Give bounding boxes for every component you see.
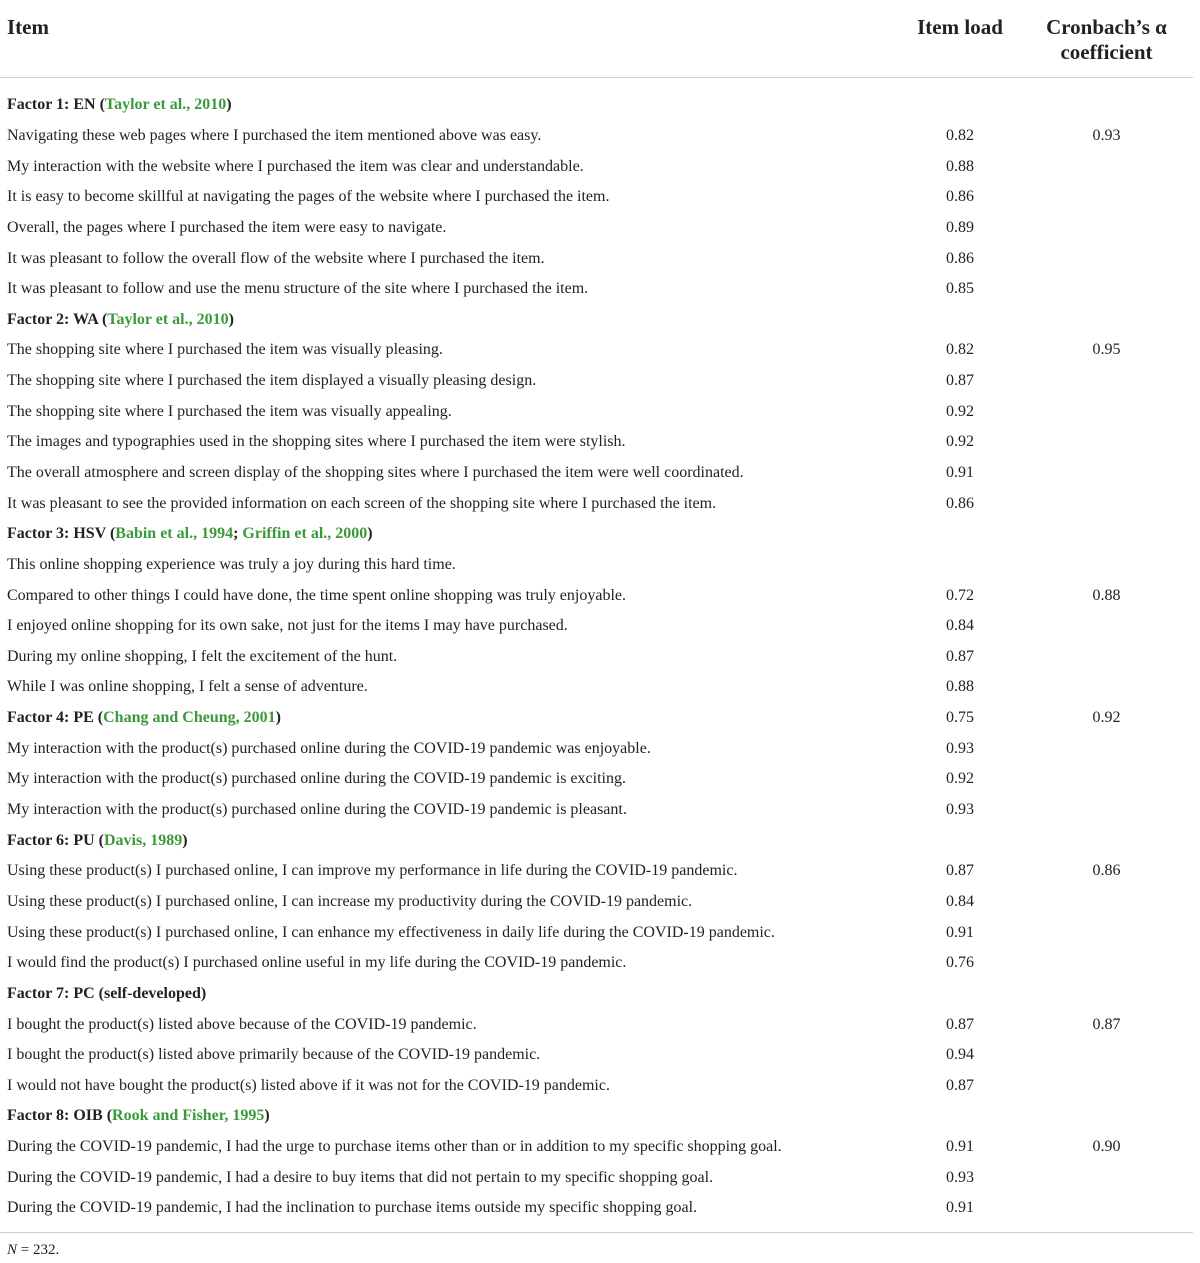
item-text-cell <box>0 182 900 213</box>
cronbach-alpha-cell <box>1020 1040 1193 1071</box>
item-text: It is easy to become skillful at navigating the pages of the website where I purchased the item. <box>7 188 610 206</box>
header-cronbach-alpha <box>1020 0 1193 78</box>
table-row <box>0 1132 1193 1163</box>
factor-label: Factor 2: WA ( <box>7 310 108 328</box>
item-text: While I was online shopping, I felt a sense of adventure. <box>7 678 368 696</box>
item-text: The overall atmosphere and screen display of the shopping sites where I purchased the item were well coordinated. <box>7 464 744 481</box>
item-text: The shopping site where I purchased the item was visually appealing. <box>7 402 452 420</box>
item-load-cell: 0.76 <box>946 954 974 972</box>
factor-label: Factor 1: EN ( <box>7 96 105 114</box>
item-text-cell <box>0 488 900 519</box>
item-load-cell <box>900 979 1020 1010</box>
cronbach-alpha-cell: 0.86 <box>1092 862 1121 880</box>
cronbach-alpha-cell: 0.88 <box>1092 586 1121 604</box>
cronbach-alpha-cell: 0.90 <box>1092 1138 1121 1156</box>
item-load-cell: 0.88 <box>946 678 974 696</box>
table-row <box>0 151 1193 182</box>
factor-row <box>0 703 1193 734</box>
citation-link[interactable]: Taylor et al., 2010 <box>104 96 227 114</box>
factor-label-cell <box>0 304 900 335</box>
factor-label-cell <box>0 979 900 1010</box>
factor-label-tail: ) <box>228 310 234 328</box>
item-text: During my online shopping, I felt the excitement of the hunt. <box>7 647 398 665</box>
factor-label: Factor 8: OIB ( <box>7 1107 113 1125</box>
table-row <box>0 580 1193 611</box>
cronbach-alpha-cell: 0.95 <box>1092 341 1121 359</box>
factor-label-tail: ) <box>367 525 373 543</box>
table-row <box>0 764 1193 795</box>
item-text-cell <box>0 580 900 611</box>
item-load-cell <box>900 550 1020 581</box>
cronbach-alpha-cell <box>1020 887 1193 918</box>
cronbach-alpha-cell <box>1020 550 1193 581</box>
cronbach-alpha-cell <box>1020 825 1193 856</box>
header-cronbach-alpha-text: Cronbach’s α coefficient <box>1046 15 1167 64</box>
item-text-cell <box>0 1162 900 1193</box>
table-row <box>0 642 1193 673</box>
table-row <box>0 427 1193 458</box>
item-text-cell <box>0 213 900 244</box>
table-row <box>0 887 1193 918</box>
item-load-cell: 0.84 <box>946 617 974 635</box>
cronbach-alpha-cell <box>1020 182 1193 213</box>
table-row <box>0 550 1193 581</box>
factor-label: Factor 3: HSV ( <box>7 525 116 543</box>
citation-link[interactable]: Davis, 1989 <box>104 831 183 849</box>
cronbach-alpha-cell <box>1020 78 1193 121</box>
cronbach-alpha-cell <box>1020 1071 1193 1102</box>
item-text: Using these product(s) I purchased online, I can improve my performance in life during the COVID-19 pandemic. <box>7 862 738 880</box>
footnote-symbol: N <box>7 1242 18 1258</box>
citation-link[interactable]: Chang and Cheung, 2001 <box>103 709 276 727</box>
factor-label-tail: ) <box>264 1107 270 1125</box>
item-load-cell <box>900 78 1020 121</box>
item-text-cell <box>0 458 900 489</box>
table-row <box>0 1162 1193 1193</box>
cronbach-alpha-cell <box>1020 304 1193 335</box>
citation-link[interactable]: Griffin et al., 2000 <box>242 525 368 543</box>
item-load-cell: 0.93 <box>946 1168 974 1186</box>
cronbach-alpha-cell <box>1020 948 1193 979</box>
table-row <box>0 795 1193 826</box>
item-text: My interaction with the website where I purchased the item was clear and understandable. <box>7 157 584 175</box>
item-text-cell <box>0 672 900 703</box>
table-row <box>0 335 1193 366</box>
table-row <box>0 1193 1193 1232</box>
item-text: I enjoyed online shopping for its own sake, not just for the items I may have purchased. <box>7 617 568 635</box>
item-text: My interaction with the product(s) purchased online during the COVID-19 pandemic is exciting. <box>7 770 626 788</box>
table-body <box>0 78 1193 1232</box>
factor-label-cell <box>0 703 900 734</box>
cronbach-alpha-cell <box>1020 764 1193 795</box>
table-row <box>0 672 1193 703</box>
table-row <box>0 856 1193 887</box>
table-row <box>0 213 1193 244</box>
cronbach-alpha-cell <box>1020 642 1193 673</box>
item-load-cell <box>900 519 1020 550</box>
item-text: I would not have bought the product(s) listed above if it was not for the COVID-19 pandemic. <box>7 1076 610 1094</box>
item-text: Overall, the pages where I purchased the item were easy to navigate. <box>7 218 447 236</box>
item-load-cell: 0.84 <box>946 892 974 910</box>
item-load-cell: 0.75 <box>946 709 974 727</box>
factor-row <box>0 304 1193 335</box>
cronbach-alpha-cell <box>1020 366 1193 397</box>
table-row <box>0 121 1193 152</box>
factor-label: Factor 7: PC (self-developed) <box>7 984 207 1002</box>
citation-link[interactable]: Babin et al., 1994 <box>115 525 234 543</box>
item-text-cell <box>0 611 900 642</box>
item-load-cell: 0.86 <box>946 188 974 206</box>
item-text-cell <box>0 948 900 979</box>
item-load-cell: 0.88 <box>946 157 974 175</box>
item-load-cell: 0.87 <box>946 1015 974 1033</box>
item-load-cell: 0.91 <box>946 1199 974 1217</box>
item-text-cell <box>0 550 900 581</box>
item-text: Using these product(s) I purchased online, I can increase my productivity during the COVID-19 pandemic. <box>7 892 693 910</box>
item-load-cell: 0.87 <box>946 647 974 665</box>
cronbach-alpha-cell: 0.93 <box>1092 126 1121 144</box>
item-text: My interaction with the product(s) purchased online during the COVID-19 pandemic was enjoyable. <box>7 739 651 757</box>
item-load-cell: 0.82 <box>946 126 974 144</box>
table-row <box>0 917 1193 948</box>
table-bottom-rule <box>0 1232 1193 1233</box>
cronbach-alpha-cell <box>1020 458 1193 489</box>
item-load-cell: 0.92 <box>946 770 974 788</box>
citation-separator: ; <box>233 525 243 543</box>
item-text-cell <box>0 764 900 795</box>
cronbach-alpha-cell: 0.87 <box>1092 1015 1121 1033</box>
cronbach-alpha-cell <box>1020 1101 1193 1132</box>
table-row <box>0 733 1193 764</box>
cronbach-alpha-cell <box>1020 427 1193 458</box>
item-text-cell <box>0 274 900 305</box>
item-text-cell <box>0 887 900 918</box>
factor-row <box>0 519 1193 550</box>
item-text: During the COVID-19 pandemic, I had the urge to purchase items other than or in addition to my specific shopping goal. <box>7 1138 782 1156</box>
item-text-cell <box>0 1132 900 1163</box>
item-load-cell: 0.89 <box>946 218 974 236</box>
item-load-cell: 0.87 <box>946 1076 974 1094</box>
item-text: Compared to other things I could have done, the time spent online shopping was truly enjoyable. <box>7 586 626 604</box>
item-load-cell: 0.91 <box>946 923 974 941</box>
citation-link[interactable]: Taylor et al., 2010 <box>107 310 229 328</box>
table-row <box>0 1040 1193 1071</box>
item-text: During the COVID-19 pandemic, I had a desire to buy items that did not pertain to my specific shopping goal. <box>7 1168 714 1186</box>
table-row <box>0 611 1193 642</box>
item-text: Navigating these web pages where I purchased the item mentioned above was easy. <box>7 126 542 144</box>
item-text: The shopping site where I purchased the item displayed a visually pleasing design. <box>7 372 537 390</box>
cronbach-alpha-cell <box>1020 243 1193 274</box>
item-load-cell: 0.87 <box>946 862 974 880</box>
item-load-cell: 0.94 <box>946 1046 974 1064</box>
item-load-cell: 0.87 <box>946 372 974 390</box>
cronbach-alpha-cell <box>1020 151 1193 182</box>
factor-label-tail: ) <box>226 96 232 114</box>
cronbach-alpha-cell <box>1020 488 1193 519</box>
footnote-text: = 232. <box>17 1242 60 1258</box>
table-row <box>0 1009 1193 1040</box>
item-text: I bought the product(s) listed above because of the COVID-19 pandemic. <box>7 1015 477 1033</box>
item-text-cell <box>0 1071 900 1102</box>
item-text: The images and typographies used in the shopping sites where I purchased the item were stylish. <box>7 433 626 451</box>
item-load-cell: 0.92 <box>946 433 974 451</box>
item-text-cell <box>0 243 900 274</box>
table-header <box>0 0 1193 78</box>
factor-label-cell <box>0 78 900 121</box>
item-text-cell <box>0 151 900 182</box>
cronbach-alpha-cell <box>1020 979 1193 1010</box>
cronbach-alpha-cell <box>1020 733 1193 764</box>
item-text: The shopping site where I purchased the item was visually pleasing. <box>7 341 443 359</box>
cronbach-alpha-cell <box>1020 1193 1193 1232</box>
table-row <box>0 488 1193 519</box>
cronbach-alpha-cell <box>1020 672 1193 703</box>
table-row <box>0 948 1193 979</box>
item-text-cell <box>0 1193 900 1232</box>
table-row <box>0 1071 1193 1102</box>
cronbach-alpha-cell <box>1020 213 1193 244</box>
table-footnote <box>7 1242 59 1259</box>
cronbach-alpha-cell: 0.92 <box>1092 709 1121 727</box>
cronbach-alpha-cell <box>1020 795 1193 826</box>
factor-row <box>0 979 1193 1010</box>
item-load-cell: 0.85 <box>946 280 974 298</box>
cronbach-alpha-cell <box>1020 396 1193 427</box>
item-load-cell: 0.82 <box>946 341 974 359</box>
item-text: It was pleasant to follow and use the menu structure of the site where I purchased the item. <box>7 280 589 298</box>
factor-row <box>0 78 1193 121</box>
table-row <box>0 396 1193 427</box>
item-text-cell <box>0 121 900 152</box>
item-text: I would find the product(s) I purchased online useful in my life during the COVID-19 pandemic. <box>7 954 627 972</box>
item-text-cell <box>0 396 900 427</box>
item-text-cell <box>0 1009 900 1040</box>
item-load-cell: 0.91 <box>946 1138 974 1156</box>
item-load-cell: 0.86 <box>946 494 974 512</box>
item-text-cell <box>0 427 900 458</box>
item-text-cell <box>0 1040 900 1071</box>
factor-label-tail: ) <box>275 709 281 727</box>
factor-label-tail: ) <box>182 831 188 849</box>
item-text-cell <box>0 856 900 887</box>
item-load-cell: 0.93 <box>946 801 974 819</box>
table-row <box>0 458 1193 489</box>
item-load-cell <box>900 304 1020 335</box>
factor-row <box>0 1101 1193 1132</box>
table-row <box>0 274 1193 305</box>
cronbach-alpha-cell <box>1020 917 1193 948</box>
item-load-cell: 0.86 <box>946 249 974 267</box>
item-text-cell <box>0 335 900 366</box>
factor-row <box>0 825 1193 856</box>
factor-label: Factor 4: PE ( <box>7 709 104 727</box>
factor-label-cell <box>0 519 900 550</box>
cronbach-alpha-cell <box>1020 519 1193 550</box>
item-text: This online shopping experience was truly a joy during this hard time. <box>7 555 456 573</box>
item-load-cell: 0.91 <box>946 464 974 481</box>
item-load-cell: 0.72 <box>946 586 974 604</box>
table-row <box>0 366 1193 397</box>
item-text-cell <box>0 642 900 673</box>
citation-link[interactable]: Rook and Fisher, 1995 <box>112 1107 265 1125</box>
header-row <box>0 0 1193 78</box>
header-item-load: Item load <box>900 0 1020 78</box>
factor-label: Factor 6: PU ( <box>7 831 104 849</box>
item-text: My interaction with the product(s) purchased online during the COVID-19 pandemic is pleasant. <box>7 801 627 819</box>
cronbach-alpha-cell <box>1020 1162 1193 1193</box>
item-load-cell: 0.92 <box>946 402 974 420</box>
item-text-cell <box>0 733 900 764</box>
table-row <box>0 243 1193 274</box>
item-load-cell: 0.93 <box>946 739 974 757</box>
header-item: Item <box>0 0 900 78</box>
item-load-cell <box>900 1101 1020 1132</box>
item-text-cell <box>0 366 900 397</box>
item-text: During the COVID-19 pandemic, I had the inclination to purchase items outside my specific shopping goal. <box>7 1199 698 1217</box>
factor-label-cell <box>0 1101 900 1132</box>
cronbach-alpha-cell <box>1020 274 1193 305</box>
factor-label-cell <box>0 825 900 856</box>
item-text: It was pleasant to follow the overall flow of the website where I purchased the item. <box>7 249 545 267</box>
item-text-cell <box>0 795 900 826</box>
item-text: Using these product(s) I purchased online, I can enhance my effectiveness in daily life during the COVID-19 pandemic. <box>7 923 775 941</box>
table-row <box>0 182 1193 213</box>
item-text: I bought the product(s) listed above primarily because of the COVID-19 pandemic. <box>7 1046 541 1064</box>
item-text-cell <box>0 917 900 948</box>
item-load-cell <box>900 825 1020 856</box>
item-text: It was pleasant to see the provided information on each screen of the shopping site where I purchased the item. <box>7 494 717 512</box>
cronbach-alpha-cell <box>1020 611 1193 642</box>
